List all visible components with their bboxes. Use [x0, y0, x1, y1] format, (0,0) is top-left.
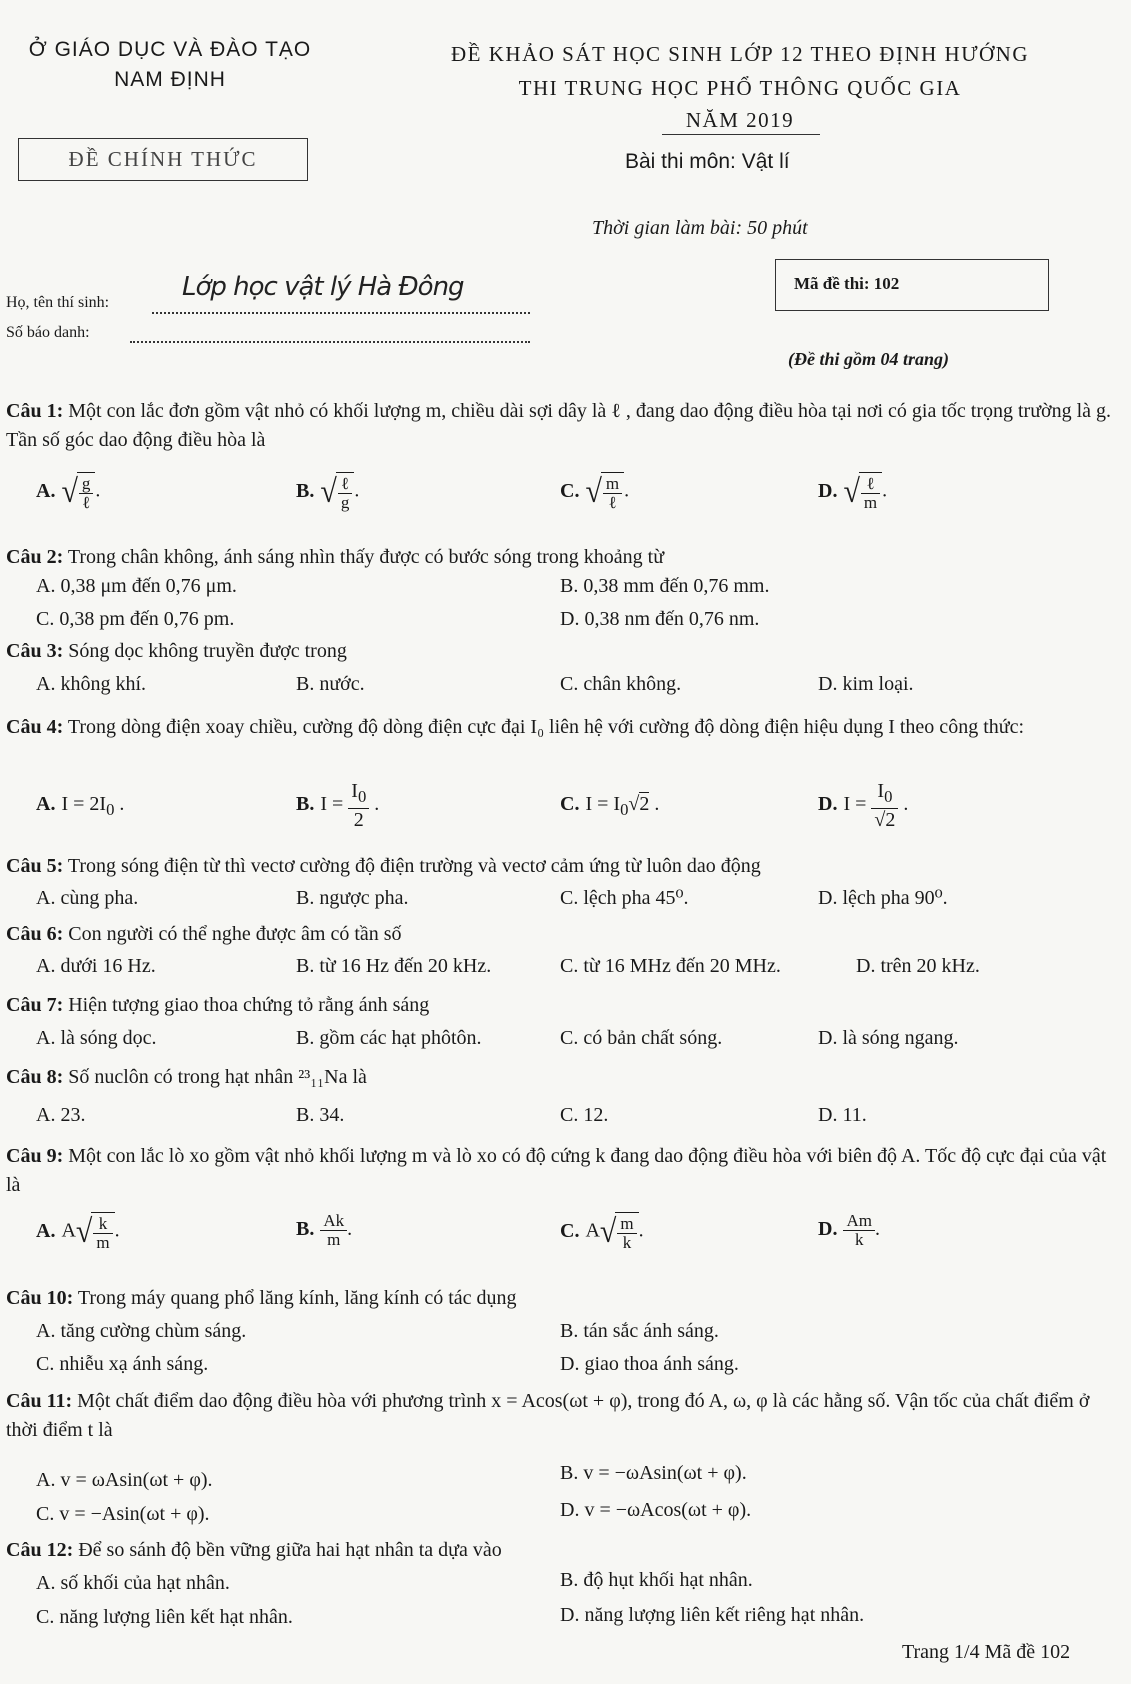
question-1-text: Một con lắc đơn gồm vật nhỏ có khối lượng m, chiều dài sợi dây là ℓ , đang dao động điều hòa tại nơi có gia tốc trọng trường là g. Tần số góc dao động điều hòa là	[6, 400, 1112, 451]
q5-option-d: D. lệch pha 90⁰.	[818, 887, 948, 909]
org-line-2: NAM ĐỊNH	[114, 68, 226, 91]
q1-option-b: B. √ $\frac{\text{ℓ}}{g}$ .	[296, 473, 360, 512]
q6-option-b: B. từ 16 Hz đến 20 kHz.	[296, 955, 492, 977]
q9-option-c: C. A √ $\frac{m}{k}$ .	[560, 1213, 644, 1252]
q2-option-b: B. 0,38 mm đến 0,76 mm.	[560, 575, 770, 597]
q4-option-b: B. I = $\frac{I_0}{2}$ .	[296, 780, 380, 831]
q8-option-b: B. 34.	[296, 1104, 345, 1126]
q6-option-d: D. trên 20 kHz.	[856, 955, 980, 977]
q9-option-a: A. A √ $\frac{k}{m}$ .	[36, 1213, 120, 1252]
q7-option-a: A. là sóng dọc.	[36, 1027, 157, 1049]
student-id-label: Số báo danh:	[6, 324, 90, 341]
q5-option-b: B. ngược pha.	[296, 887, 409, 909]
subject-line: Bài thi môn: Vật lí	[625, 150, 790, 173]
q11-option-c: C. v = −Asin(ωt + φ).	[36, 1503, 210, 1525]
student-name-handwritten: Lớp học vật lý Hà Đông	[182, 272, 464, 302]
question-1	[6, 397, 1116, 455]
q2-option-a: A. 0,38 μm đến 0,76 μm.	[36, 575, 237, 597]
q5-option-a: A. cùng pha.	[36, 887, 139, 909]
q3-option-d: D. kim loại.	[818, 673, 914, 695]
q11-option-d: D. v = −ωAcos(ωt + φ).	[560, 1499, 752, 1521]
q3-option-c: C. chân không.	[560, 673, 682, 695]
q7-option-b: B. gồm các hạt phôtôn.	[296, 1027, 482, 1049]
q12-option-d: D. năng lượng liên kết riêng hạt nhân.	[560, 1604, 865, 1626]
duration-line: Thời gian làm bài: 50 phút	[592, 217, 808, 239]
student-name-dots	[152, 308, 530, 314]
question-11: Câu 11: Một chất điểm dao động điều hòa với phương trình x = Acos(ωt + φ), trong đó A, ω, φ là các hằng số. Vận tốc của chất điểm ở thời điểm t là	[6, 1390, 1090, 1441]
q3-option-a: A. không khí.	[36, 673, 146, 695]
q10-option-b: B. tán sắc ánh sáng.	[560, 1320, 719, 1342]
q6-option-c: C. từ 16 MHz đến 20 MHz.	[560, 955, 781, 977]
q8-option-a: A. 23.	[36, 1104, 86, 1126]
q4-option-c: C. $I = I_0√2$ .	[560, 793, 660, 819]
exam-title-line-1: ĐỀ KHẢO SÁT HỌC SINH LỚP 12 THEO ĐỊNH HƯỚNG	[451, 42, 1029, 66]
q8-option-c: C. 12.	[560, 1104, 609, 1126]
question-6: Câu 6: Con người có thể nghe được âm có tần số	[6, 923, 402, 945]
question-2: Câu 2: Trong chân không, ánh sáng nhìn thấy được có bước sóng trong khoảng từ	[6, 546, 665, 568]
q5-option-c: C. lệch pha 45⁰.	[560, 887, 689, 909]
question-1-label: Câu 1:	[6, 400, 64, 422]
q9-option-b: B. $\frac{Ak}{m}$ .	[296, 1211, 353, 1249]
q1-option-a: A. √ $\frac{g}{\text{ℓ}}$ .	[36, 473, 101, 512]
q1-option-d: D. √ $\frac{\text{ℓ}}{m}$ .	[818, 473, 888, 512]
org-line-1: Ở GIÁO DỤC VÀ ĐÀO TẠO	[28, 38, 312, 61]
question-4: Câu 4: Trong dòng điện xoay chiều, cường độ dòng điện cực đại I₀ liên hệ với cường độ dòng điện hiệu dụng I theo công thức:	[6, 716, 1025, 738]
exam-title-line-3: NĂM 2019	[685, 108, 795, 132]
q12-option-c: C. năng lượng liên kết hạt nhân.	[36, 1606, 293, 1628]
page-footer: Trang 1/4 Mã đề 102	[902, 1641, 1071, 1663]
student-name-label: Họ, tên thí sinh:	[6, 294, 110, 311]
q11-option-b: B. v = −ωAsin(ωt + φ).	[560, 1462, 747, 1484]
q12-option-a: A. số khối của hạt nhân.	[36, 1572, 230, 1594]
q8-option-d: D. 11.	[818, 1104, 867, 1126]
question-3: Câu 3: Sóng dọc không truyền được trong	[6, 640, 347, 662]
year-underline	[662, 134, 820, 135]
q6-option-a: A. dưới 16 Hz.	[36, 955, 156, 977]
q2-option-c: C. 0,38 pm đến 0,76 pm.	[36, 608, 235, 630]
exam-code: Mã đề thi: 102	[794, 274, 900, 293]
student-id-dots	[130, 337, 530, 343]
q4-option-a: A. $I = 2I_0$ .	[36, 793, 125, 819]
q1-option-c: C. √ $\frac{m}{\text{ℓ}}$ .	[560, 473, 630, 512]
q4-option-d: D. I = $\frac{I_0}{√2}$ .	[818, 780, 909, 831]
q10-option-a: A. tăng cường chùm sáng.	[36, 1320, 247, 1342]
official-badge: ĐỀ CHÍNH THỨC	[18, 138, 308, 181]
q10-option-d: D. giao thoa ánh sáng.	[560, 1353, 739, 1375]
q11-option-a: A. v = ωAsin(ωt + φ).	[36, 1469, 213, 1491]
question-5: Câu 5: Trong sóng điện từ thì vectơ cường độ điện trường và vectơ cảm ứng từ luôn dao động	[6, 855, 761, 877]
question-7: Câu 7: Hiện tượng giao thoa chứng tỏ rằng ánh sáng	[6, 994, 430, 1016]
pages-note: (Đề thi gồm 04 trang)	[788, 349, 950, 369]
exam-title-line-2: THI TRUNG HỌC PHỔ THÔNG QUỐC GIA	[518, 76, 962, 100]
q3-option-b: B. nước.	[296, 673, 365, 695]
q7-option-d: D. là sóng ngang.	[818, 1027, 959, 1049]
question-8: Câu 8: Số nuclôn có trong hạt nhân ²³₁₁Na là	[6, 1066, 367, 1088]
q12-option-b: B. độ hụt khối hạt nhân.	[560, 1569, 753, 1591]
q9-option-d: D. $\frac{Am}{k}$ .	[818, 1211, 880, 1249]
question-9: Câu 9: Một con lắc lò xo gồm vật nhỏ khối lượng m và lò xo có độ cứng k đang dao động điều hòa với biên độ A. Tốc độ cực đại của vật là	[6, 1145, 1107, 1196]
q10-option-c: C. nhiễu xạ ánh sáng.	[36, 1353, 209, 1375]
q7-option-c: C. có bản chất sóng.	[560, 1027, 723, 1049]
question-10: Câu 10: Trong máy quang phổ lăng kính, lăng kính có tác dụng	[6, 1287, 517, 1309]
q2-option-d: D. 0,38 nm đến 0,76 nm.	[560, 608, 760, 630]
question-12: Câu 12: Để so sánh độ bền vững giữa hai hạt nhân ta dựa vào	[6, 1539, 502, 1561]
exam-code-box	[775, 259, 1049, 311]
